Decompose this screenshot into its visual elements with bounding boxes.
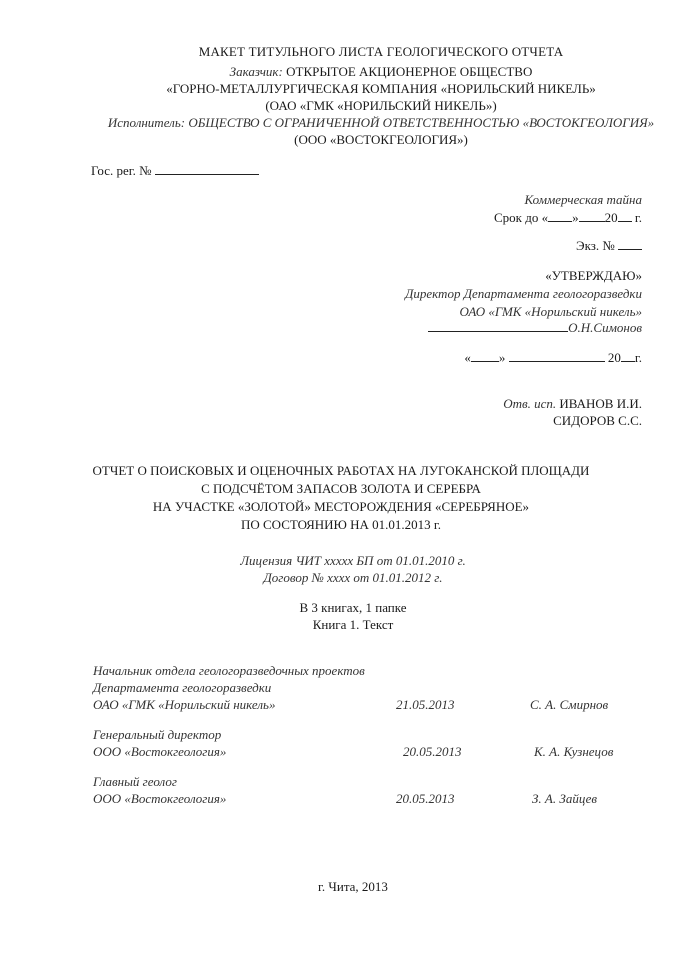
responsible-name-1: ИВАНОВ И.И. xyxy=(559,396,642,411)
approve-date xyxy=(464,350,642,366)
executor-name-1: ОБЩЕСТВО С ОГРАНИЧЕННОЙ ОТВЕТСТВЕННОСТЬЮ «ВОСТОКГЕОЛОГИЯ» xyxy=(188,115,655,130)
secrecy-term xyxy=(494,210,642,226)
date-month-blank xyxy=(509,350,605,362)
city-year: г. Чита, 2013 xyxy=(318,879,388,894)
approve-signature xyxy=(428,320,642,336)
term-month-blank xyxy=(579,210,605,222)
sig3-name: З. А. Зайцев xyxy=(532,791,598,806)
responsible-name-2: СИДОРОВ С.С. xyxy=(553,413,642,428)
responsible-label: Отв. исп. xyxy=(503,396,557,411)
copy-number xyxy=(576,238,642,254)
responsible-line-1 xyxy=(503,396,642,412)
date-day-blank xyxy=(471,350,499,362)
date-year: 20 xyxy=(607,350,621,365)
term-suffix: г. xyxy=(634,210,642,225)
sig2-date: 20.05.2013 xyxy=(403,744,462,759)
report-title-3: НА УЧАСТКЕ «ЗОЛОТОЙ» МЕСТОРОЖДЕНИЯ «СЕРЕБРЯНОЕ» xyxy=(152,499,530,514)
sig1-org: ОАО «ГМК «Норильский никель» xyxy=(93,697,276,712)
reg-number xyxy=(91,163,259,179)
term-year-blank xyxy=(618,210,632,222)
sig3-org: ООО «Востокгеология» xyxy=(93,791,227,806)
sig3-date: 20.05.2013 xyxy=(396,791,455,806)
term-year: 20 xyxy=(604,210,618,225)
copy-blank xyxy=(618,238,642,250)
customer-line-1 xyxy=(40,64,682,80)
approve-title: «УТВЕРЖДАЮ» xyxy=(545,268,642,283)
date-close: » xyxy=(498,350,506,365)
secrecy-label: Коммерческая тайна xyxy=(524,192,642,207)
sig2-org: ООО «Востокгеология» xyxy=(93,744,227,759)
approve-signature-blank xyxy=(428,320,568,332)
report-title-4: ПО СОСТОЯНИЮ НА 01.01.2013 г. xyxy=(240,517,442,532)
term-prefix: Срок до « xyxy=(494,210,549,225)
license: Лицензия ЧИТ ххххх БП от 01.01.2010 г. xyxy=(240,553,466,568)
contract: Договор № хххх от 01.01.2012 г. xyxy=(263,570,443,585)
customer-line-2: «ГОРНО-МЕТАЛЛУРГИЧЕСКАЯ КОМПАНИЯ «НОРИЛЬСКИЙ НИКЕЛЬ» xyxy=(166,81,596,96)
date-open: « xyxy=(464,350,471,365)
term-day-blank xyxy=(548,210,572,222)
report-title-2: С ПОДСЧЁТОМ ЗАПАСОВ ЗОЛОТА И СЕРЕБРА xyxy=(201,481,481,496)
sig2-title: Генеральный директор xyxy=(93,727,222,742)
executor-line-1 xyxy=(40,115,682,131)
reg-blank xyxy=(155,163,259,175)
sig1-title-2: Департамента геологоразведки xyxy=(93,680,272,695)
document-title: МАКЕТ ТИТУЛЬНОГО ЛИСТА ГЕОЛОГИЧЕСКОГО ОТЧЕТА xyxy=(198,44,564,59)
books-count: В 3 книгах, 1 папке xyxy=(299,600,407,615)
term-mid: » xyxy=(572,210,579,225)
approve-position: Директор Департамента геологоразведки xyxy=(405,286,642,301)
book-number: Книга 1. Текст xyxy=(312,617,394,632)
sig1-name: С. А. Смирнов xyxy=(530,697,609,712)
sig1-date: 21.05.2013 xyxy=(396,697,455,712)
approve-signer: О.Н.Симонов xyxy=(568,320,642,335)
date-suffix: г. xyxy=(634,350,642,365)
date-year-blank xyxy=(621,350,635,362)
customer-label: Заказчик: xyxy=(229,64,283,79)
copy-label: Экз. № xyxy=(575,238,615,253)
sig2-name: К. А. Кузнецов xyxy=(534,744,614,759)
customer-name-1: ОТКРЫТОЕ АКЦИОНЕРНОЕ ОБЩЕСТВО xyxy=(286,64,533,79)
sig1-title-1: Начальник отдела геологоразведочных проектов xyxy=(93,663,365,678)
report-title-1: ОТЧЕТ О ПОИСКОВЫХ И ОЦЕНОЧНЫХ РАБОТАХ НА ЛУГОКАНСКОЙ ПЛОЩАДИ xyxy=(92,463,590,478)
sig3-title: Главный геолог xyxy=(93,774,177,789)
executor-line-2: (ООО «ВОСТОКГЕОЛОГИЯ») xyxy=(294,132,468,147)
customer-line-3: (ОАО «ГМК «НОРИЛЬСКИЙ НИКЕЛЬ») xyxy=(265,98,497,113)
executor-label: Исполнитель: xyxy=(107,115,186,130)
reg-label: Гос. рег. № xyxy=(91,163,152,178)
approve-company: ОАО «ГМК «Норильский никель» xyxy=(459,304,642,319)
